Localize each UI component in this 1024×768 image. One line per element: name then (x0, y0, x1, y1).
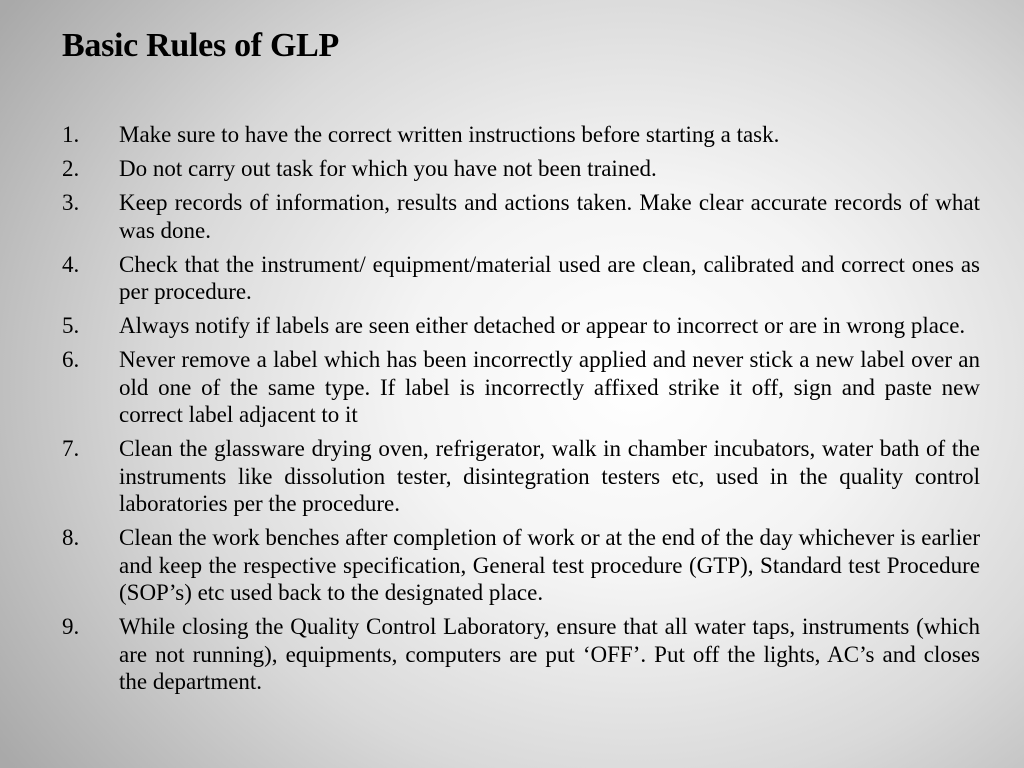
rule-item-5 (62, 312, 980, 340)
rule-number: 5. (62, 313, 80, 338)
rule-item-1 (62, 121, 980, 149)
rule-item-2 (62, 155, 980, 183)
rule-number: 9. (62, 614, 80, 639)
rule-number: 4. (62, 251, 80, 277)
rule-item-4 (62, 251, 980, 306)
rule-number: 8. (62, 525, 80, 550)
rule-text: Never remove a label which has been incorrectly applied and never stick a new label over an old one of the same type. If label is incorrectly affixed strike it off, sign and paste new correct label adjacent to it (119, 347, 980, 427)
rule-item-3 (62, 189, 980, 244)
rule-text: Clean the glassware drying oven, refrigerator, walk in chamber incubators, water bath of the instruments like dissolution tester, disintegration testers etc, used in the quality control laboratories per the procedure. (119, 436, 980, 516)
rule-text: Keep records of information, results and actions taken. Make clear accurate records of what was done. (119, 190, 980, 243)
rule-number: 1. (62, 122, 80, 147)
rule-number: 3. (62, 190, 80, 215)
slide-title: Basic Rules of GLP (62, 27, 339, 64)
rule-text: Do not carry out task for which you have not been trained. (119, 156, 657, 181)
rule-text: Always notify if labels are seen either detached or appear to incorrect or are in wrong place. (119, 313, 966, 338)
rule-number: 2. (62, 156, 80, 181)
rule-item-7 (62, 435, 980, 518)
rule-text: Check that the instrument/ equipment/material used are clean, calibrated and correct ones as per procedure. (119, 251, 980, 304)
rule-text: Clean the work benches after completion of work or at the end of the day whichever is earlier and keep the respective specification, General test procedure (GTP), Standard test Procedure (SOP’s) etc used back to the designated place. (119, 525, 980, 605)
rule-text: Make sure to have the correct written instructions before starting a task. (119, 122, 780, 147)
rule-text: While closing the Quality Control Laboratory, ensure that all water taps, instruments (which are not running), equipments, computers are put ‘OFF’. Put off the lights, AC’s and closes the department. (119, 614, 980, 694)
rules-list (62, 121, 980, 702)
rule-item-9 (62, 613, 980, 696)
rule-item-6 (62, 346, 980, 429)
rule-number: 7. (62, 436, 80, 461)
rule-number: 6. (62, 347, 80, 372)
rule-item-8 (62, 524, 980, 607)
